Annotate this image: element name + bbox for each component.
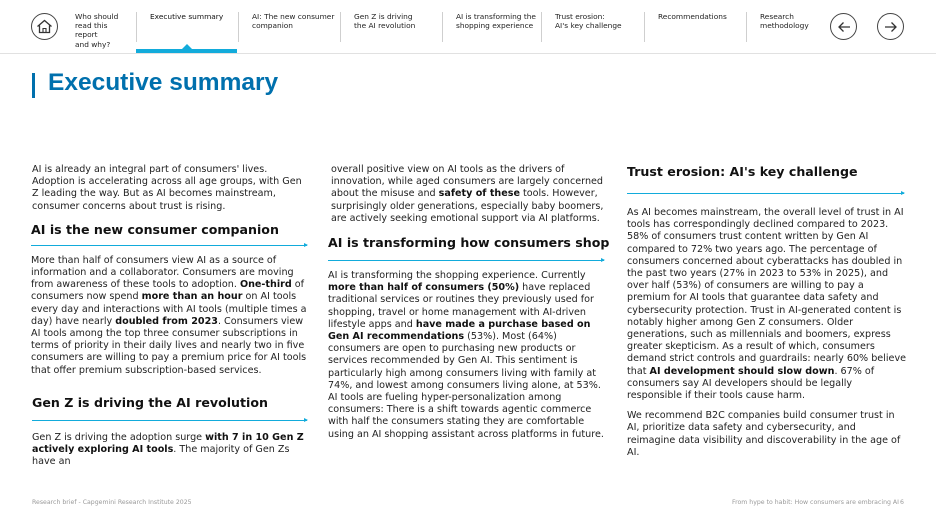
- body-text: . 67% of consumers say AI developers should be legally responsible if their tools cause harm.: [627, 365, 875, 402]
- emphasis-text: One-third: [239, 279, 292, 291]
- heading-divider: [627, 193, 904, 194]
- heading-divider: [32, 420, 307, 421]
- trust-paragraph: [627, 207, 907, 402]
- nav-label-line: companion: [252, 21, 293, 31]
- arrow-left-icon: [837, 21, 851, 33]
- gen-z-continued-paragraph: [331, 164, 607, 225]
- nav-item-executive-summary[interactable]: [136, 12, 237, 42]
- body-text: on AI tools every day and interactions with AI tools (multiple times a day) have nearly: [31, 291, 307, 327]
- column-left: [32, 164, 310, 468]
- body-text: tools. However, surprisingly older generations, especially baby boomers, are actively seeking emotional support via AI platforms.: [331, 188, 604, 224]
- body-text: More than half of consumers view AI as a source of information and a collaborator. Consumers are moving from awareness of these tools to adoption.: [31, 254, 294, 291]
- next-page-button[interactable]: [877, 13, 904, 40]
- emphasis-text: AI development should slow down: [649, 365, 835, 377]
- nav-item-research-methodology[interactable]: [746, 12, 826, 42]
- footer-source: Research brief - Capgemini Research Institute 2025: [32, 499, 192, 506]
- nav-label-line: Research: [760, 12, 794, 21]
- emphasis-text: more than half of consumers (50%): [328, 282, 520, 294]
- nav-label-line: shopping experience: [456, 21, 534, 31]
- home-button[interactable]: [31, 13, 58, 40]
- intro-paragraph: [32, 164, 310, 213]
- nav-label-line: AI: The new consumer: [252, 12, 335, 21]
- recommendation-paragraph: [627, 410, 907, 459]
- section-heading-gen-z: Gen Z is driving the AI revolution: [32, 394, 268, 410]
- nav-item-recommendations[interactable]: [644, 12, 747, 42]
- home-icon: [36, 19, 53, 34]
- footer-report-title: From hype to habit: How consumers are embracing AI: [732, 499, 899, 506]
- body-text: overall positive view on AI tools as the drivers of innovation, while aged consumers are largely concerned about the misuse and: [331, 164, 604, 200]
- body-text: As AI becomes mainstream, the overall level of trust in AI tools has correspondingly declined compared to 2023. 58% of consumers trust content written by Gen AI compared to 72% two years ago. The percentage of consumers concerned about cyberattacks has doubled in the past two years (27% in 2023 to 53% in 2025), and over half (53%) of consumers are willing to pay a premium for AI tools that guarantee data safety and cybersecurity protection. Trust in AI-generated content is notably higher among Gen Z consumers. Older generations, such as millennials and boomers, express greater skepticism. As a result of which, consumers demand strict controls and guardrails: nearly 60% believe that: [627, 207, 907, 377]
- top-navigation: [0, 0, 936, 54]
- consumer-companion-paragraph: [31, 255, 310, 377]
- active-tab-caret: [182, 44, 192, 49]
- emphasis-text: with 7 in 10 Gen Z actively exploring AI tools: [32, 431, 304, 456]
- section-heading-consumer-companion: AI is the new consumer companion: [31, 221, 279, 237]
- nav-label-line: Gen Z is driving: [354, 12, 413, 21]
- nav-label-line: AI is transforming the: [456, 12, 536, 21]
- column-right: [627, 164, 907, 459]
- nav-label-line: Who should: [75, 12, 119, 21]
- heading-divider: [31, 245, 307, 246]
- page-title: Executive summary: [48, 69, 279, 96]
- body-text: of consumers now spend: [31, 279, 305, 303]
- nav-item-ai-transforming-shopping[interactable]: [442, 12, 542, 42]
- nav-label-line: Executive summary: [150, 12, 224, 21]
- section-heading-shopping: AI is transforming how consumers shop: [328, 235, 610, 251]
- shopping-paragraph: [328, 270, 607, 441]
- nav-item-who-should-read[interactable]: [62, 12, 136, 49]
- nav-label-line: the AI revolution: [354, 21, 416, 31]
- nav-label-line: Trust erosion:: [555, 12, 605, 21]
- page-number: 6: [900, 499, 904, 506]
- emphasis-text: doubled from 2023: [115, 315, 218, 327]
- body-text: AI is already an integral part of consumers' lives. Adoption is accelerating across all age groups, with Gen Z leading the way. But as AI becomes mainstream, consumer concerns about trust is rising.: [32, 164, 302, 212]
- arrow-right-icon: [884, 21, 898, 33]
- nav-label-line: methodology: [760, 21, 809, 31]
- emphasis-text: more than an hour: [141, 291, 243, 303]
- section-heading-trust-erosion: Trust erosion: AI's key challenge: [627, 164, 858, 179]
- title-accent-bar: [32, 73, 35, 98]
- body-text: AI is transforming the shopping experience. Currently: [328, 270, 586, 282]
- nav-label-line: AI's key challenge: [555, 21, 622, 31]
- body-text: have replaced traditional services or routines they previously used for shopping, travel or home management with AI-driven lifestyle apps and: [328, 282, 594, 330]
- body-text: . Consumers view AI tools among the top three consumer subscriptions in terms of priority in their daily lives and nearly two in five consumers are willing to pay a premium price for AI tools that offer premium subscription-based services.: [31, 315, 307, 376]
- previous-page-button[interactable]: [830, 13, 857, 40]
- nav-label-line: read this report: [75, 21, 108, 40]
- emphasis-text: have made a purchase based on Gen AI recommendations: [328, 318, 591, 343]
- heading-divider: [328, 260, 604, 261]
- column-middle: [328, 164, 610, 441]
- body-text: We recommend B2C companies build consumer trust in AI, prioritize data safety and cybersecurity, and reimagine data visibility and discoverability in the age of AI.: [627, 410, 901, 458]
- nav-label-line: and why?: [75, 39, 111, 49]
- active-tab-indicator: [136, 49, 237, 53]
- nav-item-gen-z-driving[interactable]: [340, 12, 442, 42]
- nav-item-ai-new-consumer-companion[interactable]: [238, 12, 340, 42]
- body-text: Gen Z is driving the adoption surge: [32, 431, 206, 443]
- nav-item-trust-erosion[interactable]: [541, 12, 645, 42]
- nav-label-line: Recommendations: [658, 12, 727, 21]
- body-text: (53%). Most (64%) consumers are open to purchasing new products or services recommended by Gen AI. This sentiment is particularly high among consumers living with family at 74%, and lowest among consumers living alone, at 53%. AI tools are fueling hyper-personalization among consumers: There is a shift towards agentic commerce with half the consumers stating they are comfortable using an AI shopping assistant across platforms in future.: [328, 331, 604, 440]
- body-text: . The majority of Gen Zs have an: [32, 444, 290, 468]
- emphasis-text: safety of these: [438, 188, 520, 200]
- gen-z-paragraph: [32, 432, 310, 469]
